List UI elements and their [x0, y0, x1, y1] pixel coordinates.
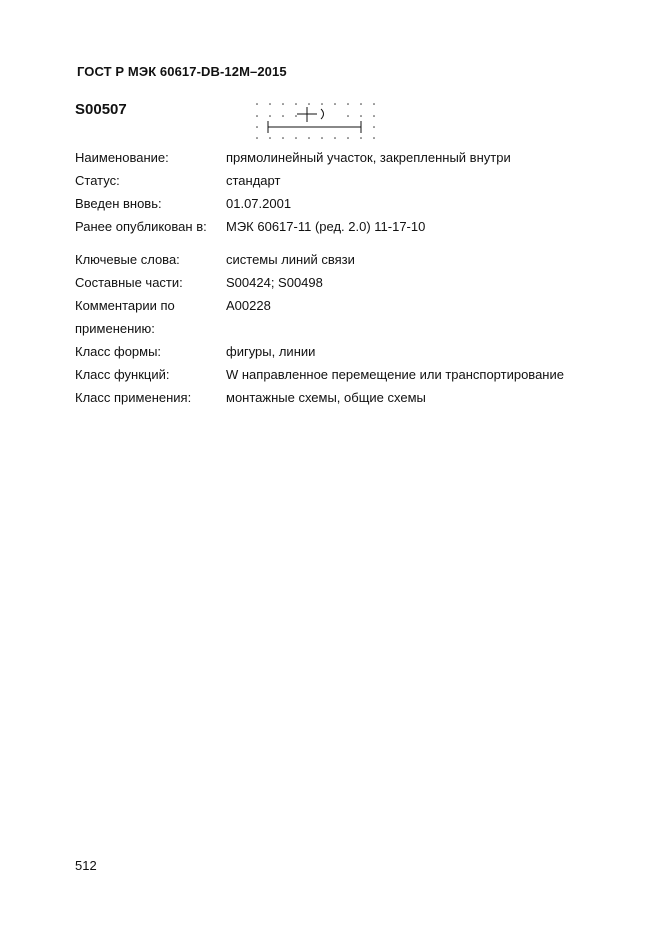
field-value: S00424; S00498 — [226, 275, 323, 290]
field-label: применению: — [75, 321, 155, 336]
field-value: прямолинейный участок, закрепленный внутри — [226, 150, 511, 165]
field-label: Составные части: — [75, 275, 183, 290]
field-label: Класс функций: — [75, 367, 170, 382]
field-value: A00228 — [226, 298, 271, 313]
symbol-code: S00507 — [75, 101, 127, 118]
field-label: Ранее опубликован в: — [75, 219, 207, 234]
page-number: 512 — [75, 858, 97, 873]
field-label: Класс формы: — [75, 344, 162, 359]
field-label: Комментарии по — [75, 298, 175, 313]
field-label: Ключевые слова: — [75, 252, 180, 267]
field-value: фигуры, линии — [226, 344, 316, 359]
field-label: Введен вновь: — [75, 196, 162, 211]
anchor-arc — [321, 109, 324, 119]
field-label: Статус: — [75, 173, 120, 188]
document-header: ГОСТ Р МЭК 60617-DB-12M–2015 — [77, 64, 287, 79]
field-value: монтажные схемы, общие схемы — [226, 390, 426, 405]
field-label: Наименование: — [75, 150, 169, 165]
field-value: стандарт — [226, 173, 281, 188]
field-value: W направленное перемещение или транспортирование — [226, 367, 564, 382]
field-label: Класс применения: — [75, 390, 192, 405]
grid-dots — [256, 103, 375, 139]
symbol-graphic — [253, 101, 377, 141]
field-value: системы линий связи — [226, 252, 355, 267]
field-value: МЭК 60617-11 (ред. 2.0) 11-17-10 — [226, 219, 426, 234]
field-value: 01.07.2001 — [226, 196, 292, 211]
